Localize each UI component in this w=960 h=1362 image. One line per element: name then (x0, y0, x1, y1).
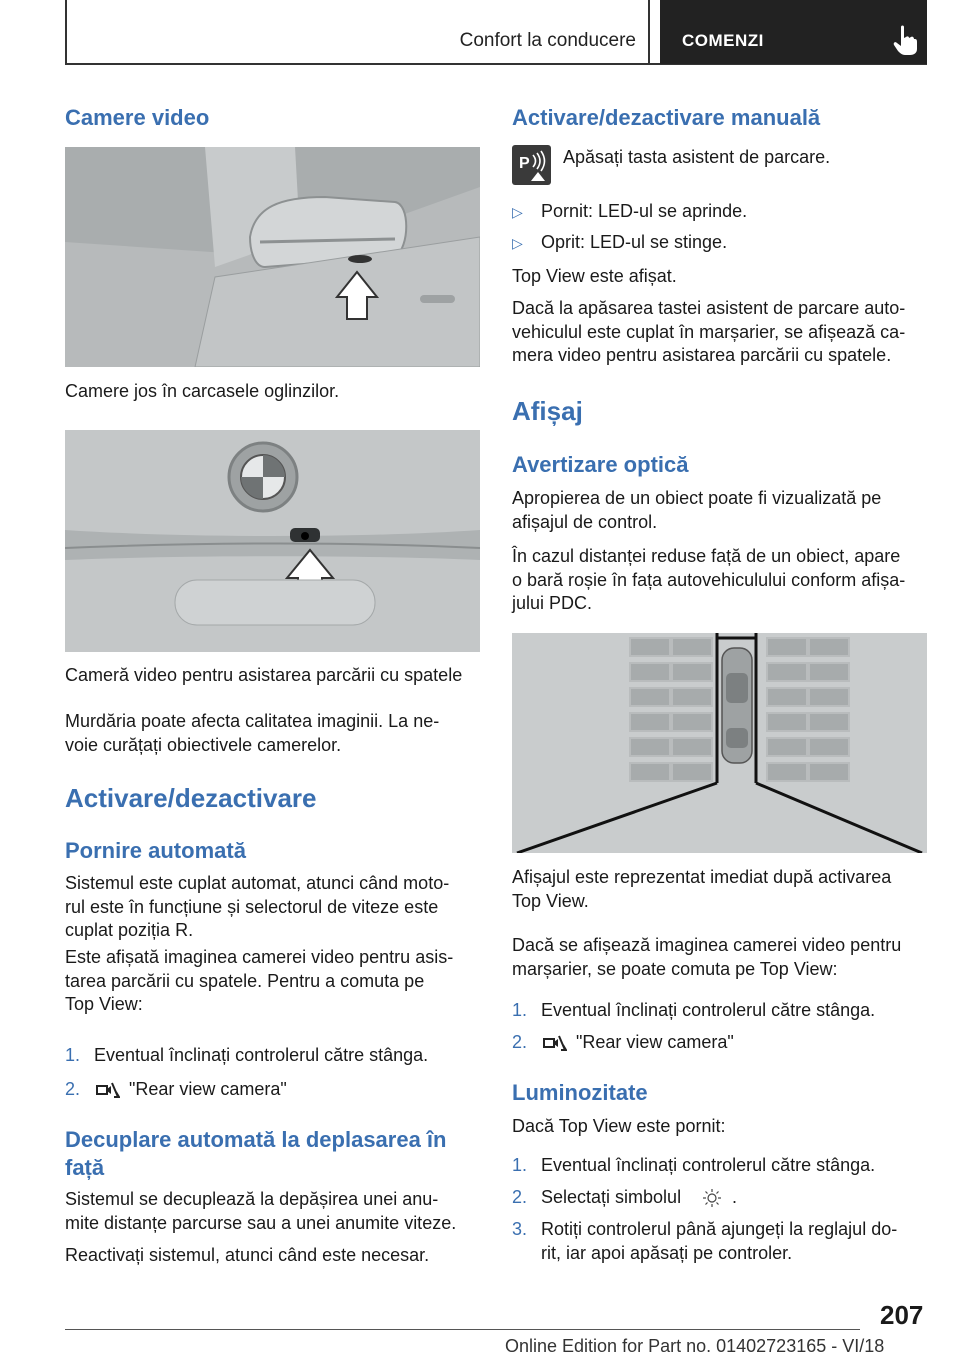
text-line: mite distanțe parcurse sau a unei anumite viteze. (65, 1212, 457, 1233)
step-item (65, 1078, 287, 1102)
rear-camera-icon (94, 1080, 120, 1100)
text-line: Sistemul se decuplează la depășirea unei anu‐ (65, 1189, 439, 1209)
bullet-item (512, 231, 728, 256)
step-item (65, 1044, 429, 1068)
text-line: afișajul de control. (512, 511, 658, 532)
hand-pointer-icon (892, 24, 918, 56)
text-line: vehiculul este cuplat în marșarier, se afișează ca‐ (512, 321, 906, 342)
heading-pornire-automata: Pornire automată (65, 838, 246, 863)
header-section-box (65, 0, 650, 64)
footer-edition: Online Edition for Part no. 01402723165 - VI/18 (505, 1336, 885, 1356)
paragraph-daca-apasarea (512, 297, 905, 368)
bullet-text: Oprit: LED-ul se stinge. (541, 232, 728, 252)
text-line: marșarier, se poate comuta pe Top View: (512, 958, 838, 979)
step-number: 1. (512, 1000, 528, 1020)
text-line: În cazul distanței reduse față de un obiect, apare (512, 546, 901, 566)
step-item (512, 1154, 876, 1178)
triangle-bullet-icon: ▷ (512, 235, 523, 251)
text-line: Top View. (512, 890, 589, 911)
text-line: Dacă la apăsarea tastei asistent de parcare auto‐ (512, 298, 906, 318)
step-text: Rotiți controlerul până ajungeți la reglajul do‐ (541, 1219, 898, 1239)
topview-parking-illustration (512, 633, 927, 853)
heading-camere-video: Camere video (65, 105, 210, 130)
heading-decuplare (65, 1126, 447, 1182)
step-item (512, 1218, 898, 1263)
step-item (512, 999, 876, 1023)
step-number: 1. (512, 1155, 528, 1175)
paragraph-apropierea (512, 487, 881, 534)
bullet-item (512, 200, 748, 225)
mirror-camera-photo (65, 147, 480, 367)
paragraph-afisajul (512, 866, 891, 913)
step-text: Selectați simbolul (541, 1187, 682, 1207)
step-number: 2. (512, 1187, 528, 1207)
triangle-bullet-icon: ▷ (512, 204, 523, 220)
step-text: "Rear view camera" (576, 1032, 734, 1052)
text-line: Afișajul este reprezentat imediat după activarea (512, 867, 892, 887)
footer-rule (65, 1329, 860, 1330)
chapter-tab-label: COMENZI (682, 31, 764, 50)
page-number: 207 (880, 1300, 924, 1330)
step-number: 2. (512, 1032, 528, 1052)
step-text: Eventual înclinați controlerul către stânga. (541, 1000, 876, 1020)
svg-text:P: P (519, 155, 530, 172)
paragraph-afisata (65, 946, 453, 1017)
text-line: o bară roșie în fața autovehiculului conform afișa‐ (512, 569, 906, 590)
paragraph-incazul (512, 545, 905, 616)
paragraph-decupleaza (65, 1188, 456, 1235)
paragraph-dacatop: Dacă Top View este pornit: (512, 1116, 726, 1136)
step-number: 1. (65, 1045, 81, 1065)
text-line: Dacă se afișează imaginea camerei video pentru (512, 935, 902, 955)
park-assist-button-icon (512, 145, 551, 185)
paragraph-sistem (65, 872, 449, 943)
step-item (512, 1186, 738, 1210)
caption-rear-camera: Cameră video pentru asistarea parcării cu spatele (65, 665, 463, 685)
bullet-text: Pornit: LED-ul se aprinde. (541, 201, 748, 221)
paragraph-reactivati: Reactivați sistemul, atunci când este necesar. (65, 1245, 430, 1265)
text-apasati: Apăsați tasta asistent de parcare. (563, 147, 831, 167)
heading-line: față (65, 1155, 105, 1180)
heading-line: Decuplare automată la deplasarea în (65, 1127, 447, 1152)
text-line: rul este în funcțiune și selectorul de viteze este (65, 896, 439, 917)
paragraph-murdaria (65, 710, 439, 757)
step-number: 3. (512, 1219, 528, 1239)
step-text: rit, iar apoi apăsați pe controler. (541, 1243, 793, 1263)
text-line: mera video pentru asistarea parcării cu spatele. (512, 345, 892, 365)
heading-activare: Activare/dezactivare (65, 783, 317, 813)
chapter-tab[interactable] (660, 0, 927, 64)
paragraph-topview: Top View este afișat. (512, 266, 677, 286)
heading-manuala: Activare/dezactivare manuală (512, 105, 821, 130)
step-item (512, 1031, 734, 1055)
text-line: Murdăria poate afecta calitatea imaginii. La ne‐ (65, 711, 440, 731)
step-number: 2. (65, 1079, 81, 1099)
text-line: voie curățați obiectivele camerelor. (65, 734, 342, 755)
step-text: "Rear view camera" (129, 1079, 287, 1099)
step-text-suffix: . (732, 1187, 738, 1207)
text-line: jului PDC. (512, 593, 593, 613)
text-line: Apropierea de un obiect poate fi vizualizată pe (512, 488, 882, 508)
brightness-sun-icon (702, 1188, 722, 1208)
rear-camera-photo (65, 430, 480, 652)
text-line: Este afișată imaginea camerei video pentru asis‐ (65, 947, 454, 967)
text-line: Top View: (65, 994, 143, 1014)
step-text: Eventual înclinați controlerul către stânga. (94, 1045, 429, 1065)
text-line: cuplat poziția R. (65, 920, 194, 940)
caption-mirror-cameras: Camere jos în carcasele oglinzilor. (65, 381, 340, 401)
section-title: Confort la conducere (459, 30, 636, 51)
step-text: Eventual înclinați controlerul către stânga. (541, 1155, 876, 1175)
text-line: Sistemul este cuplat automat, atunci când moto‐ (65, 873, 450, 893)
heading-luminozitate: Luminozitate (512, 1080, 648, 1105)
paragraph-dacase (512, 934, 901, 981)
text-line: tarea parcării cu spatele. Pentru a comuta pe (65, 970, 425, 991)
heading-avertizare-optica: Avertizare optică (512, 452, 689, 477)
heading-afisaj: Afișaj (512, 396, 583, 426)
rear-camera-icon (541, 1033, 567, 1053)
